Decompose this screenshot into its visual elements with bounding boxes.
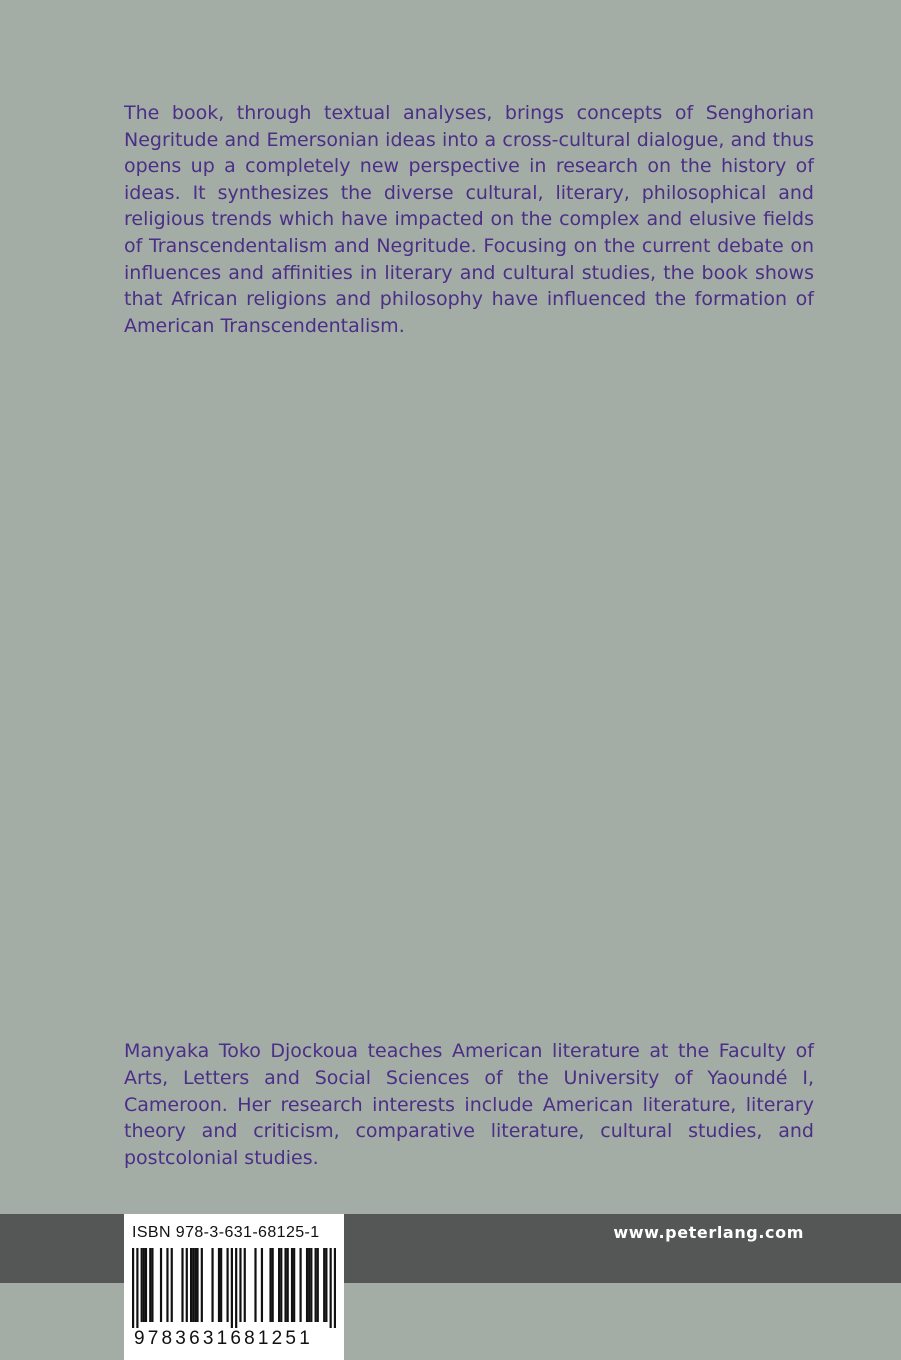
isbn-label: ISBN 978-3-631-68125-1: [132, 1224, 320, 1241]
barcode-icon: [132, 1248, 336, 1328]
publisher-website: www.peterlang.com: [613, 1223, 804, 1242]
back-cover-blurb: The book, through textual analyses, brings concepts of Senghorian Negritude and Emersonian ideas into a cross-cultural dialogue, and thus opens up a completely new perspective in research on the history of ideas. It synthesizes the diverse cultural, literary, philosophical and religious trends which have impacted on the complex and elusive fields of Transcendentalism and Negritude. Focusing on the current debate on influences and affinities in literary and cultural studies, the book shows that African religions and philosophy have influenced the formation of American Transcendentalism.: [124, 102, 814, 337]
barcode-panel: [124, 1214, 344, 1360]
barcode-digits: 9783631681251: [134, 1328, 313, 1349]
author-bio: Manyaka Toko Djockoua teaches American literature at the Faculty of Arts, Letters and Social Sciences of the University of Yaoundé I, Cameroon. Her research interests include American literature, literary theory and criticism, comparative literature, cultural studies, and postcolonial studies.: [124, 1040, 814, 1170]
